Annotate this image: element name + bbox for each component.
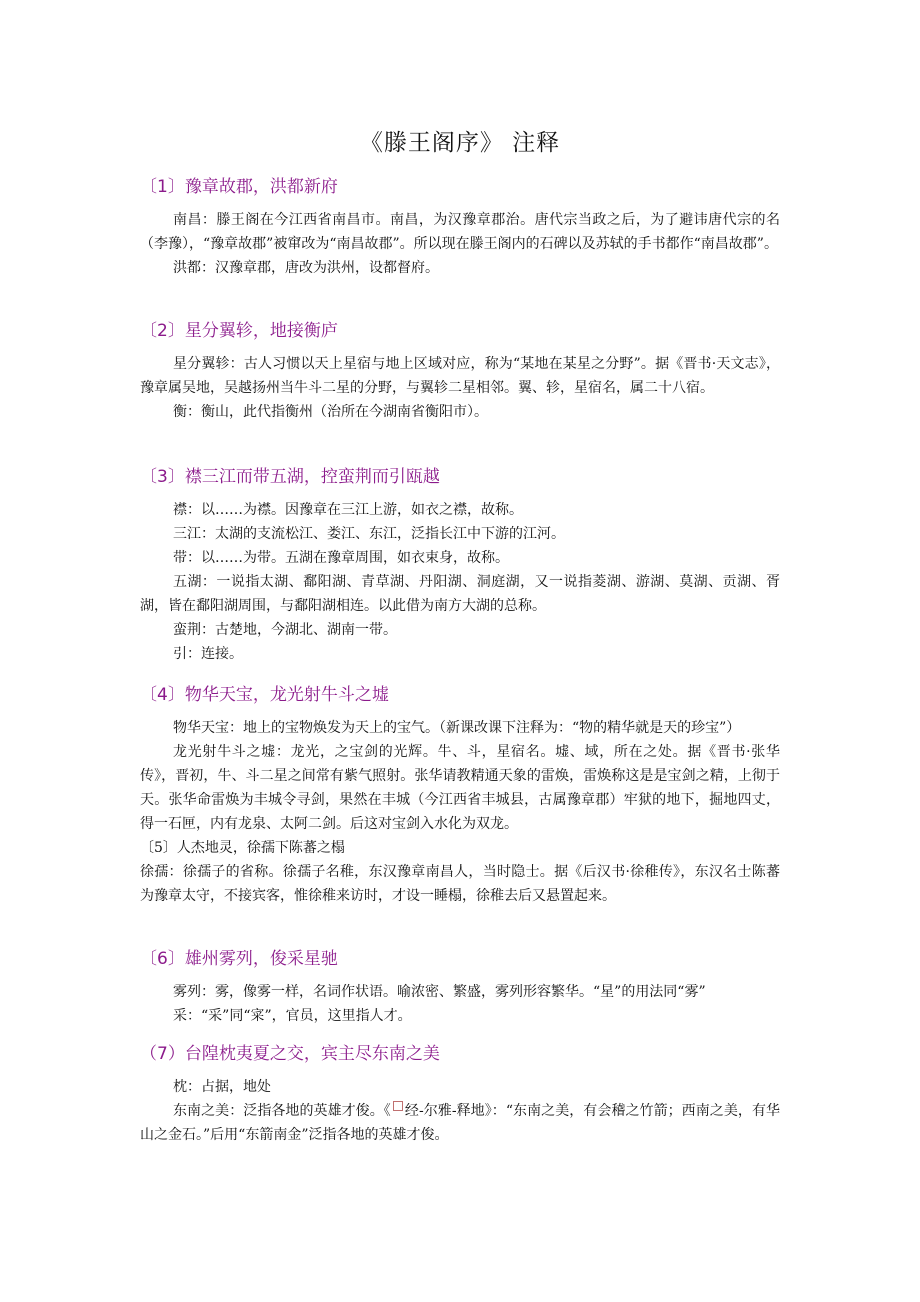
- note-paragraph: 采：“采”同“寀”，官员，这里指人才。: [173, 1008, 412, 1024]
- note-section-4: [140, 684, 780, 908]
- note-heading: 〔1〕豫章故郡，洪都新府: [140, 177, 338, 197]
- note-heading: 〔2〕星分翼轸，地接衡庐: [140, 321, 338, 341]
- note-text: 经-尔雅-释地》：“东南之美，有会稽之竹箭；西南之美，有华山之金石。”后用“东箭南金”泛指各地的英雄才俊。: [140, 1103, 780, 1143]
- note-paragraph: 龙光射牛斗之墟：龙光，之宝剑的光辉。牛、斗，星宿名。墟、域，所在之处。据《晋书·张华传》，晋初，牛、斗二星之间常有紫气照射。张华请教精通天象的雷焕，雷焕称这是是宝剑之精，上彻于天。张华命雷焕为丰城令寻剑，果然在丰城（今江西省丰城县，古属豫章郡）牢狱的地下，掘地四丈，得一石匣，内有龙泉、太阿二剑。后这对宝剑入水化为双龙。: [140, 744, 780, 832]
- note-paragraph: 徐孺：徐孺子的省称。徐孺子名稚，东汉豫章南昌人，当时隐士。据《后汉书·徐稚传》，东汉名士陈蕃为豫章太守，不接宾客，惟徐稚来访时，才设一睡榻，徐稚去后又悬置起来。: [140, 864, 780, 904]
- note-subheading: 〔5〕人杰地灵，徐孺下陈蕃之榻: [140, 840, 345, 856]
- note-paragraph: 南昌：滕王阁在今江西省南昌市。南昌，为汉豫章郡治。唐代宗当政之后，为了避讳唐代宗的名（李豫），“豫章故郡”被窜改为“南昌故郡”。所以现在滕王阁内的石碑以及苏轼的手书都作“南昌故郡”。: [140, 212, 780, 252]
- note-paragraph: 雾列：雾，像雾一样，名词作状语。喻浓密、繁盛，雾列形容繁华。“星”的用法同“雾”: [173, 984, 706, 1000]
- note-paragraph: [140, 1099, 780, 1147]
- note-section-3: [140, 466, 780, 666]
- note-text: 东南之美：泛指各地的英雄才俊。《: [173, 1103, 391, 1119]
- note-heading: 〔4〕物华天宝，龙光射牛斗之墟: [140, 685, 389, 705]
- note-heading: 〔6〕雄州雾列，俊采星驰: [140, 949, 338, 969]
- note-paragraph: 襟：以……为襟。因豫章在三江上游，如衣之襟，故称。: [173, 502, 523, 518]
- note-paragraph: 洪都：汉豫章郡，唐改为洪州，设都督府。: [173, 260, 439, 276]
- note-paragraph: 蛮荆：古楚地，今湖北、湖南一带。: [173, 622, 397, 638]
- note-paragraph: 衡：衡山，此代指衡州（治所在今湖南省衡阳市）。: [173, 404, 488, 420]
- note-paragraph: 引：连接。: [173, 646, 243, 662]
- note-paragraph: 带：以……为带。五湖在豫章周围，如衣束身，故称。: [173, 550, 509, 566]
- note-section-2: [140, 320, 780, 424]
- note-section-1: [140, 176, 780, 280]
- note-section-7: [140, 1043, 780, 1147]
- note-paragraph: 枕：占据，地处: [173, 1079, 271, 1095]
- broken-image-icon: [393, 1101, 403, 1111]
- note-section-6: [140, 948, 780, 1028]
- document-title: 《滕王阁序》 注释: [359, 130, 561, 156]
- note-heading: 〔3〕襟三江而带五湖，控蛮荆而引瓯越: [140, 467, 440, 487]
- note-paragraph: 五湖：一说指太湖、鄱阳湖、青草湖、丹阳湖、洞庭湖，又一说指菱湖、游湖、莫湖、贡湖、胥湖，皆在鄱阳湖周围，与鄱阳湖相连。以此借为南方大湖的总称。: [140, 574, 780, 614]
- note-paragraph: 物华天宝：地上的宝物焕发为天上的宝气。（新课改课下注释为：“物的精华就是天的珍宝”）: [173, 720, 741, 736]
- note-paragraph: 星分翼轸：古人习惯以天上星宿与地上区域对应，称为“某地在某星之分野”。据《晋书·天文志》，豫章属吴地，吴越扬州当牛斗二星的分野，与翼轸二星相邻。翼、轸，星宿名，属二十八宿。: [140, 356, 780, 396]
- note-paragraph: 三江：太湖的支流松江、娄江、东江，泛指长江中下游的江河。: [173, 526, 565, 542]
- note-heading: （7）台隍枕夷夏之交，宾主尽东南之美: [140, 1044, 440, 1064]
